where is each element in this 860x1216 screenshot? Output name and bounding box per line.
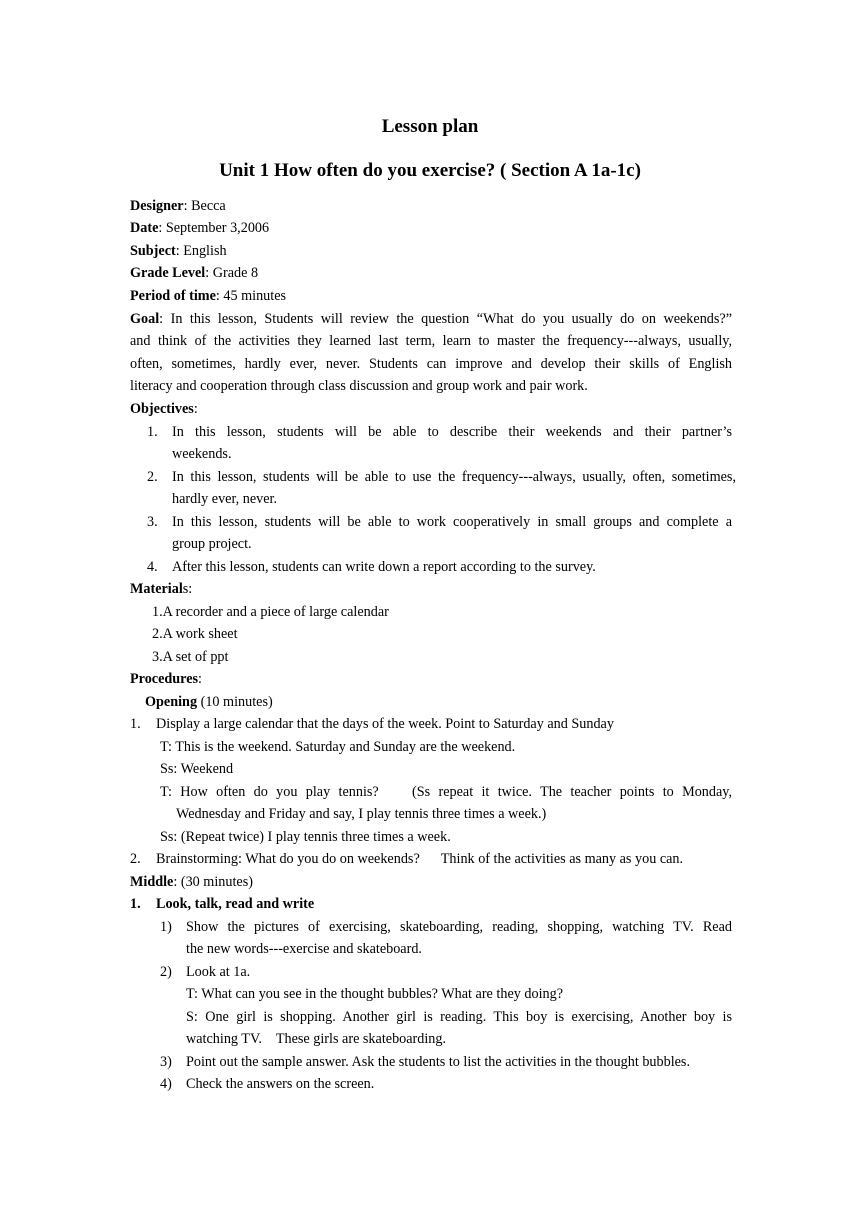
- goal-line-1: Goal: In this lesson, Students will review the question “What do you usually do on weekends?”: [130, 311, 732, 327]
- procedures-label: Procedures: [130, 671, 199, 687]
- subject-value: : English: [175, 243, 227, 259]
- step-2-line-2: T: What can you see in the thought bubbles? What are they doing?: [186, 986, 563, 1002]
- subject-label: Subject: [130, 243, 176, 259]
- step-3-number: 3): [160, 1054, 172, 1070]
- designer-label: Designer: [130, 198, 184, 214]
- materials-label: Material: [130, 581, 183, 597]
- materials-heading: Materials:: [130, 581, 193, 597]
- step-1-number: 1): [160, 919, 172, 935]
- goal-line-3: often, sometimes, hardly ever, never. Students can improve and develop their skills of English: [130, 356, 732, 372]
- opening-item-1-text: Display a large calendar that the days of the week. Point to Saturday and Sunday: [156, 716, 614, 732]
- date-line: [130, 217, 269, 239]
- designer-line: [130, 195, 226, 217]
- period-value: : 45 minutes: [215, 288, 287, 304]
- goal-line-2: and think of the activities they learned last term, learn to master the frequency---always, usually,: [130, 333, 732, 349]
- dialog-line-5: Ss: (Repeat twice) I play tennis three times a week.: [160, 829, 451, 845]
- objective-3-number: 3.: [147, 514, 158, 530]
- objective-4-line-1: After this lesson, students can write down a report according to the survey.: [172, 559, 596, 575]
- objectives-heading: Objectives:: [130, 401, 198, 417]
- step-2-line-1: Look at 1a.: [186, 964, 251, 980]
- period-label: Period of time: [130, 288, 216, 304]
- middle-time: : (30 minutes): [173, 874, 253, 890]
- step-2-line-3: S: One girl is shopping. Another girl is reading. This boy is exercising, Another boy is: [186, 1009, 732, 1025]
- step-1-line-1: Show the pictures of exercising, skateboarding, reading, shopping, watching TV. Read: [186, 919, 732, 935]
- objective-3-line-1: In this lesson, students will be able to work cooperatively in small groups and complete a: [172, 514, 732, 530]
- dialog-line-1: T: This is the weekend. Saturday and Sunday are the weekend.: [160, 739, 516, 755]
- dialog-line-2: Ss: Weekend: [160, 761, 234, 777]
- step-4-line-1: Check the answers on the screen.: [186, 1076, 375, 1092]
- opening-item-2-number: 2.: [130, 851, 141, 867]
- objective-2-number: 2.: [147, 469, 158, 485]
- opening-label: Opening: [145, 694, 198, 710]
- objective-3-line-2: group project.: [172, 536, 252, 552]
- opening-item-1-number: 1.: [130, 716, 141, 732]
- material-item-2: 2.A work sheet: [152, 626, 238, 642]
- section-1-number: 1.: [130, 896, 141, 912]
- grade-value: : Grade 8: [205, 265, 259, 281]
- procedures-heading: Procedures:: [130, 671, 202, 687]
- objective-1-line-1: In this lesson, students will be able to describe their weekends and their partner’s: [172, 424, 732, 440]
- goal-label: Goal: [130, 311, 160, 327]
- period-line: [130, 285, 286, 307]
- dialog-line-4: Wednesday and Friday and say, I play tennis three times a week.): [176, 806, 547, 822]
- opening-heading: [145, 691, 273, 713]
- document-title: Lesson plan: [381, 116, 479, 137]
- step-4-number: 4): [160, 1076, 172, 1092]
- material-item-1: 1.A recorder and a piece of large calendar: [152, 604, 389, 620]
- step-2-number: 2): [160, 964, 172, 980]
- step-1-line-2: the new words---exercise and skateboard.: [186, 941, 422, 957]
- objective-2-line-2: hardly ever, never.: [172, 491, 277, 507]
- grade-line: [130, 262, 258, 284]
- dialog-line-3: T: How often do you play tennis? (Ss repeat it twice. The teacher points to Monday,: [160, 784, 732, 800]
- opening-time: (10 minutes): [197, 694, 273, 710]
- date-value: : September 3,2006: [158, 220, 270, 236]
- objective-2-line-1: In this lesson, students will be able to use the frequency---always, usually, often, sometimes,: [172, 469, 736, 485]
- step-3-line-1: Point out the sample answer. Ask the students to list the activities in the thought bubbles.: [186, 1054, 691, 1070]
- designer-value: : Becca: [183, 198, 226, 214]
- grade-label: Grade Level: [130, 265, 206, 281]
- goal-line-4: literacy and cooperation through class discussion and group work and pair work.: [130, 378, 588, 394]
- document-subtitle: Unit 1 How often do you exercise? ( Section A 1a-1c): [219, 160, 641, 181]
- subject-line: [130, 240, 227, 262]
- objective-1-line-2: weekends.: [172, 446, 232, 462]
- objectives-label: Objectives: [130, 401, 194, 417]
- section-1-title: Look, talk, read and write: [156, 896, 315, 912]
- step-2-line-4: watching TV. These girls are skateboarding.: [186, 1031, 447, 1047]
- date-label: Date: [130, 220, 159, 236]
- objective-4-number: 4.: [147, 559, 158, 575]
- opening-item-2-text: Brainstorming: What do you do on weekends? Think of the activities as many as you can.: [156, 851, 684, 867]
- middle-label: Middle: [130, 874, 174, 890]
- middle-heading: [130, 871, 253, 893]
- material-item-3: 3.A set of ppt: [152, 649, 229, 665]
- objective-1-number: 1.: [147, 424, 158, 440]
